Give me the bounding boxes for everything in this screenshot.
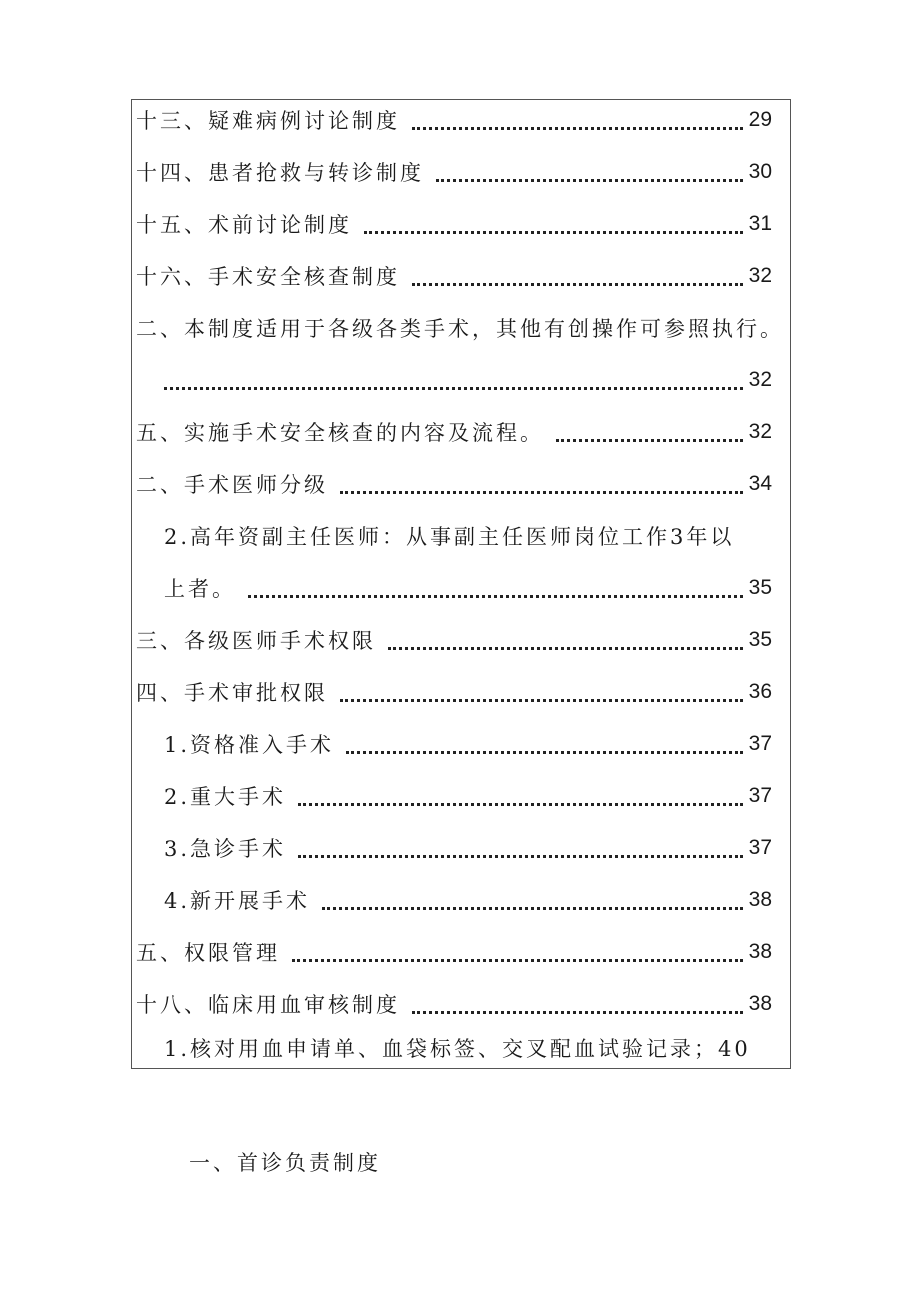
toc-entry-page: 32 bbox=[748, 264, 772, 287]
toc-entry-label: 十八、临床用血审核制度 bbox=[136, 993, 400, 1017]
toc-leader-dots bbox=[412, 127, 743, 130]
toc-entry[interactable] bbox=[132, 620, 790, 660]
toc-entry-label: 二、本制度适用于各级各类手术，其他有创操作可参照执行。 bbox=[136, 317, 784, 341]
toc-entry-label: 五、权限管理 bbox=[136, 941, 280, 965]
toc-leader-dots bbox=[164, 387, 743, 390]
toc-leader-dots bbox=[248, 595, 743, 598]
toc-leader-dots bbox=[346, 751, 743, 754]
toc-leader-dots bbox=[364, 231, 743, 234]
toc-entry[interactable] bbox=[132, 516, 790, 556]
toc-entry[interactable] bbox=[132, 880, 790, 920]
toc-entry[interactable] bbox=[132, 464, 790, 504]
toc-entry-label: 三、各级医师手术权限 bbox=[136, 629, 376, 653]
toc-entry-label: 上者。 bbox=[164, 577, 236, 601]
toc-entry-label: 十五、术前讨论制度 bbox=[136, 213, 352, 237]
toc-leader-dots bbox=[292, 959, 743, 962]
toc-entry-page: 37 bbox=[748, 732, 772, 755]
toc-leader-dots bbox=[388, 647, 743, 650]
table-of-contents bbox=[131, 99, 791, 1069]
toc-entry-page: 38 bbox=[748, 940, 772, 963]
toc-entry-page: 37 bbox=[748, 784, 772, 807]
toc-leader-dots bbox=[412, 1011, 743, 1014]
toc-entry-page: 35 bbox=[748, 628, 772, 651]
toc-entry[interactable] bbox=[132, 568, 790, 608]
toc-entry[interactable] bbox=[132, 412, 790, 452]
toc-entry[interactable] bbox=[132, 360, 790, 400]
toc-leader-dots bbox=[322, 907, 743, 910]
toc-entry-page: 34 bbox=[748, 472, 772, 495]
toc-leader-dots bbox=[298, 803, 743, 806]
toc-entry[interactable] bbox=[132, 308, 790, 348]
toc-entry[interactable] bbox=[132, 828, 790, 868]
toc-entry-label: 2.重大手术 bbox=[164, 785, 287, 809]
toc-entry-page: 31 bbox=[748, 212, 772, 235]
toc-entry-label: 五、实施手术安全核查的内容及流程。 bbox=[136, 421, 544, 445]
toc-entry[interactable] bbox=[132, 724, 790, 764]
toc-entry-label: 2.高年资副主任医师：从事副主任医师岗位工作3年以 bbox=[164, 525, 735, 549]
toc-entry-page: 38 bbox=[748, 992, 772, 1015]
toc-leader-dots bbox=[436, 179, 743, 182]
section-heading: 一、首诊负责制度 bbox=[189, 1151, 381, 1175]
toc-entry-page: 35 bbox=[748, 576, 772, 599]
toc-entry[interactable] bbox=[132, 152, 790, 192]
toc-entry[interactable] bbox=[132, 776, 790, 816]
toc-entry-page: 38 bbox=[748, 888, 772, 911]
toc-entry[interactable] bbox=[132, 256, 790, 296]
toc-entry-label: 1.核对用血申请单、血袋标签、交叉配血试验记录；40 bbox=[164, 1037, 751, 1061]
toc-entry[interactable] bbox=[132, 932, 790, 972]
toc-entry-page: 29 bbox=[748, 108, 772, 131]
toc-leader-dots bbox=[412, 283, 743, 286]
toc-entry-label: 1.资格准入手术 bbox=[164, 733, 335, 757]
toc-leader-dots bbox=[340, 699, 743, 702]
toc-entry-page: 30 bbox=[748, 160, 772, 183]
toc-entry-page: 32 bbox=[748, 420, 772, 443]
toc-entry[interactable] bbox=[132, 672, 790, 712]
toc-entry-label: 十四、患者抢救与转诊制度 bbox=[136, 161, 424, 185]
toc-entry-page: 36 bbox=[748, 680, 772, 703]
toc-entry-label: 3.急诊手术 bbox=[164, 837, 287, 861]
toc-entry-label: 十六、手术安全核查制度 bbox=[136, 265, 400, 289]
toc-entry[interactable] bbox=[132, 204, 790, 244]
toc-entry[interactable] bbox=[132, 984, 790, 1024]
toc-entry[interactable] bbox=[132, 1028, 790, 1068]
toc-entry-page: 32 bbox=[748, 368, 772, 391]
toc-entry-label: 十三、疑难病例讨论制度 bbox=[136, 109, 400, 133]
toc-leader-dots bbox=[556, 439, 743, 442]
toc-entry[interactable] bbox=[132, 100, 790, 140]
toc-entry-label: 四、手术审批权限 bbox=[136, 681, 328, 705]
toc-leader-dots bbox=[298, 855, 743, 858]
toc-entry-label: 4.新开展手术 bbox=[164, 889, 311, 913]
toc-entry-label: 二、手术医师分级 bbox=[136, 473, 328, 497]
toc-leader-dots bbox=[340, 491, 743, 494]
toc-entry-page: 37 bbox=[748, 836, 772, 859]
